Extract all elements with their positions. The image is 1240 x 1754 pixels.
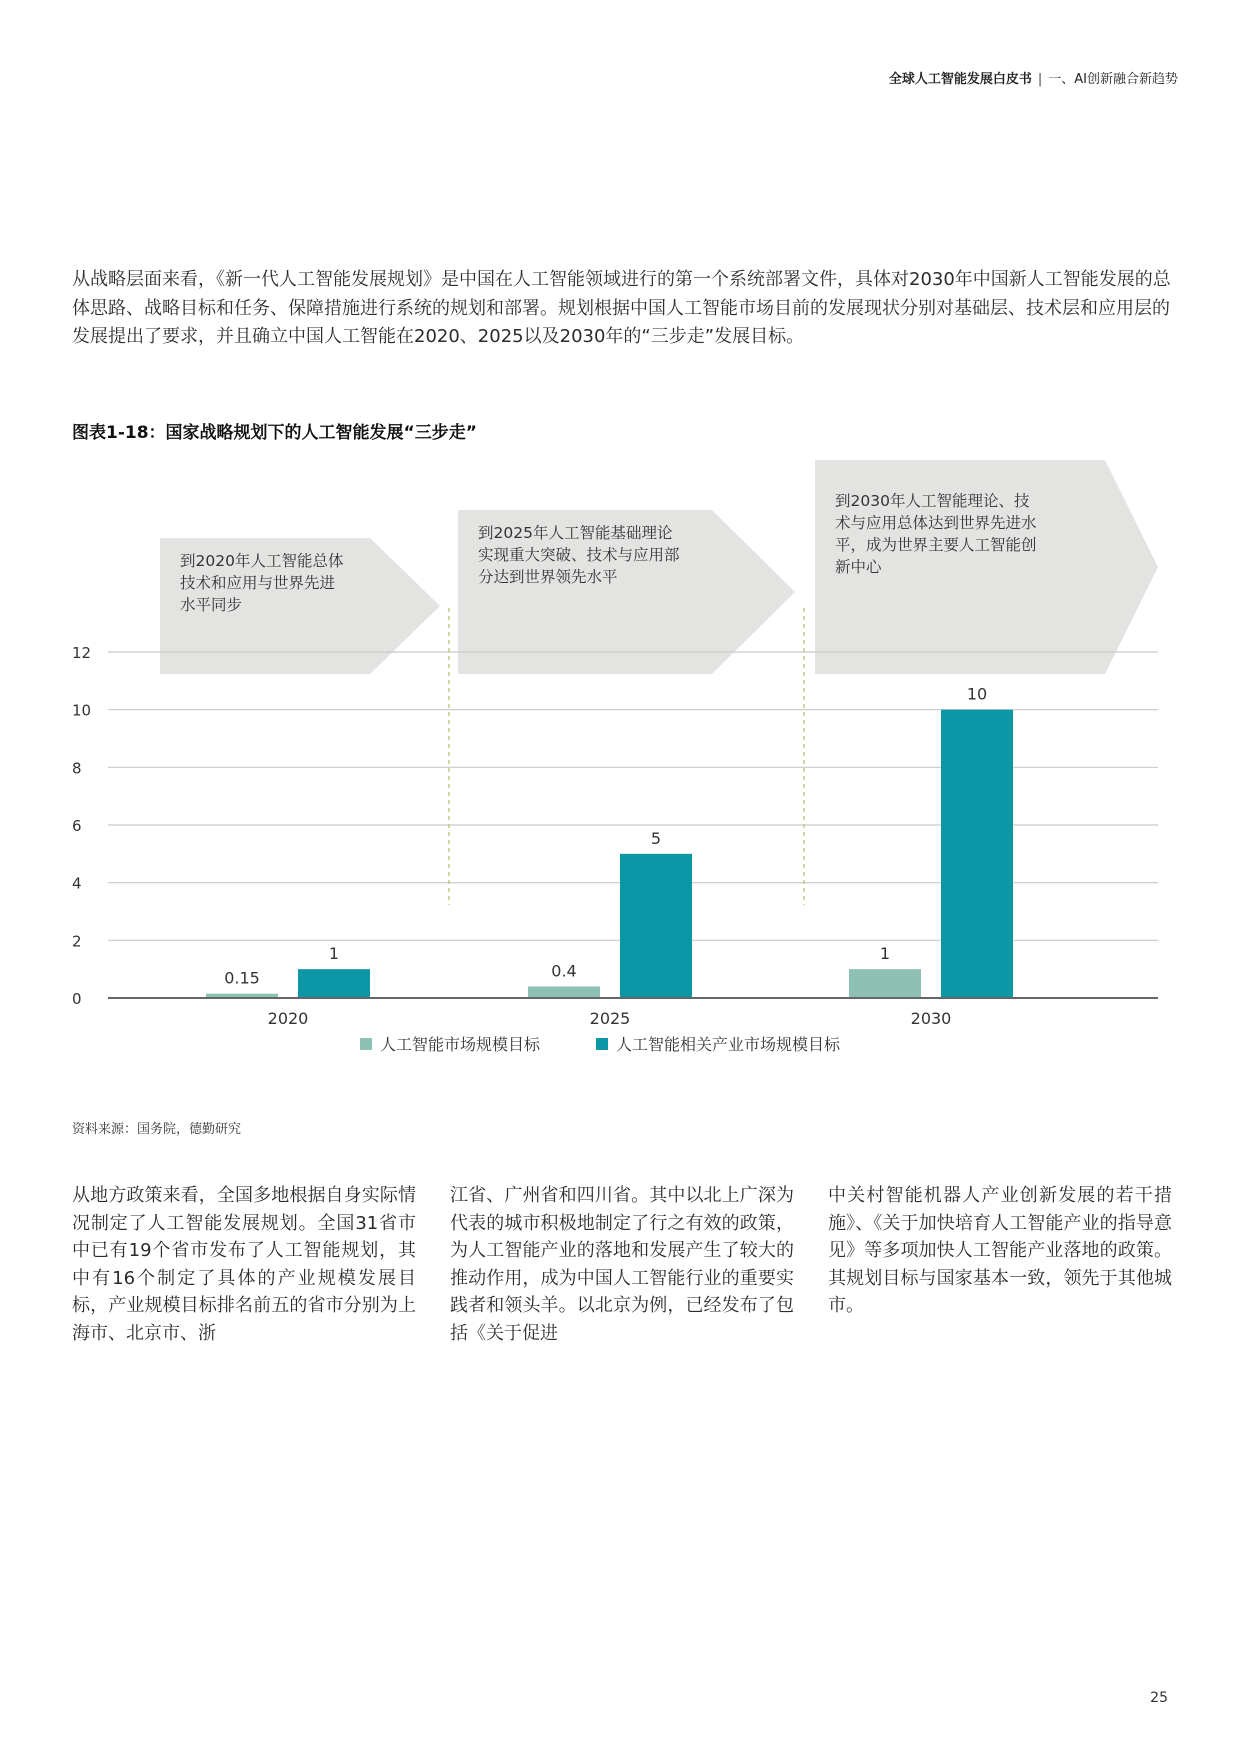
callout-text-2: 分达到世界领先水平: [478, 568, 618, 586]
x-tick-label: 2020: [267, 1009, 309, 1028]
data-label: 1: [328, 944, 340, 964]
source-note: 资料来源：国务院，德勤研究: [72, 1122, 242, 1137]
callout-text-3: 平，成为世界主要人工智能创: [835, 536, 1037, 554]
figure-title: 图表1-18：国家战略规划下的人工智能发展“三步走”: [72, 423, 477, 443]
body-column-1: 从地方政策来看，全国多地根据自身实际情况制定了人工智能发展规划。全国31省市中已有19个省市发布了人工智能规划，其中有16个制定了具体的产业规模发展目标，产业规模目标排名前五的省市分别为上海市、北京市、浙: [72, 1185, 416, 1344]
body-column-2: 江省、广州省和四川省。其中以北上广深为代表的城市积极地制定了行之有效的政策，为人工智能产业的落地和发展产生了较大的推动作用，成为中国人工智能行业的重要实践者和领头羊。以北京为例，已经发布了包括《关于促进: [450, 1185, 794, 1344]
callout-text-2: 到2025年人工智能基础理论: [478, 524, 673, 542]
header-section: 一、AI创新融合新趋势: [1048, 72, 1178, 87]
callout-text-1: 技术和应用与世界先进: [180, 574, 336, 592]
y-tick-label: 2: [72, 932, 82, 951]
bar-market-2025: [528, 986, 600, 998]
callout-text-1: 到2020年人工智能总体: [180, 552, 344, 570]
callout-text-2: 实现重大突破、技术与应用部: [478, 546, 680, 564]
bar-industry-2020: [298, 969, 370, 998]
header-separator: |: [1037, 72, 1043, 87]
callout-text-3: 到2030年人工智能理论、技: [835, 492, 1030, 510]
callout-text-3: 术与应用总体达到世界先进水: [835, 514, 1037, 532]
data-label: 0.4: [551, 961, 577, 981]
legend-swatch: [596, 1038, 608, 1050]
x-tick-label: 2030: [910, 1009, 952, 1028]
bar-industry-2025: [620, 854, 692, 998]
page-number: 25: [1150, 1690, 1168, 1706]
legend-swatch: [360, 1038, 372, 1050]
y-tick-label: 12: [72, 644, 92, 662]
callout-text-1: 水平同步: [180, 596, 243, 614]
legend-label: 人工智能相关产业市场规模目标: [616, 1035, 841, 1054]
bar-market-2030: [849, 969, 921, 998]
y-tick-label: 4: [72, 874, 82, 893]
header-title: 全球人工智能发展白皮书: [888, 72, 1032, 87]
data-label: 0.15: [224, 968, 260, 988]
data-label: 1: [879, 944, 891, 964]
y-tick-label: 6: [72, 817, 82, 835]
intro-paragraph: 从战略层面来看，《新一代人工智能发展规划》是中国在人工智能领域进行的第一个系统部署文件，具体对2030年中国新人工智能发展的总体思路、战略目标和任务、保障措施进行系统的规划和部署。规划根据中国人工智能市场目前的发展现状分别对基础层、技术层和应用层的发展提出了要求，并且确立中国人工智能在2020、2025以及2030年的“三步走”发展目标。: [72, 269, 1171, 347]
data-label: 5: [650, 828, 662, 848]
x-tick-label: 2025: [589, 1009, 631, 1028]
y-tick-label: 8: [72, 759, 82, 778]
callout-text-3: 新中心: [835, 558, 882, 576]
data-label: 10: [966, 684, 988, 704]
body-column-3: 中关村智能机器人产业创新发展的若干措施》、《关于加快培育人工智能产业的指导意见》等多项加快人工智能产业落地的政策。其规划目标与国家基本一致，领先于其他城市。: [828, 1185, 1172, 1317]
y-tick-label: 10: [72, 701, 92, 720]
y-tick-label: 0: [72, 990, 82, 1008]
bar-industry-2030: [941, 710, 1013, 998]
legend-label: 人工智能市场规模目标: [380, 1035, 541, 1054]
